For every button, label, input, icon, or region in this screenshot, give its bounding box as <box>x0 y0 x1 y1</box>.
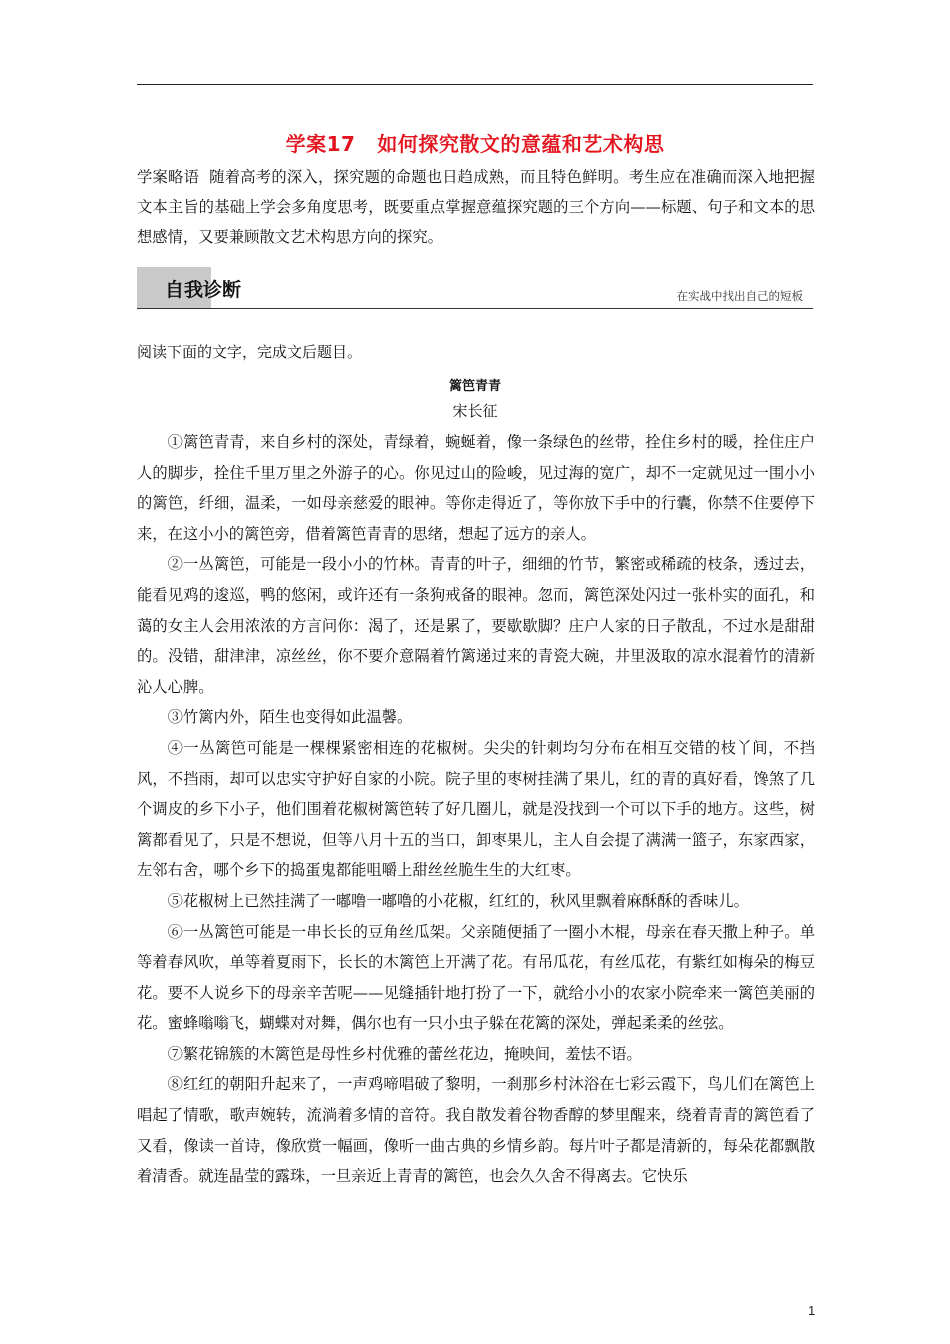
intro-label: 学案略语 <box>137 168 200 186</box>
section-subtitle: 在实战中找出自己的短板 <box>676 289 803 303</box>
title-main: 如何探究散文的意蕴和艺术构思 <box>377 132 665 156</box>
intro-paragraph <box>137 162 815 252</box>
article-title: 篱笆青青 <box>448 379 501 394</box>
article-author: 宋长征 <box>452 402 498 420</box>
intro-text: 随着高考的深入，探究题的命题也日趋成熟，而且特色鲜明。考生应在准确而深入地把握文本主旨的基础上学会多角度思考，既要重点掌握意蕴探究题的三个方向——标题、句子和文本的思想感情，又要兼顾散文艺术构思方向的探究。 <box>137 168 815 246</box>
reading-instruction: 阅读下面的文字，完成文后题目。 <box>137 343 363 361</box>
article-paragraph-6: ⑥一丛篱笆可能是一串长长的豆角丝瓜架。父亲随便插了一圈小木棍，母亲在春天撒上种子。单等着春风吹，单等着夏雨下，长长的木篱笆上开满了花。有吊瓜花，有丝瓜花，有紫红如梅朵的梅豆花。要不人说乡下的母亲辛苦呢——见缝插针地打扮了一下，就给小小的农家小院牵来一篱笆美丽的花。蜜蜂嗡嗡飞，蝴蝶对对舞，偶尔也有一只小虫子躲在花篱的深处，弹起柔柔的丝弦。 <box>137 922 815 1033</box>
section-header <box>137 267 813 309</box>
header-rule <box>137 84 813 85</box>
article-paragraph-1: ①篱笆青青，来自乡村的深处，青绿着，蜿蜒着，像一条绿色的丝带，拴住乡村的暖，拴住庄户人的脚步，拴住千里万里之外游子的心。你见过山的险峻，见过海的宽广，却不一定就见过一围小小的篱笆，纤细，温柔，一如母亲慈爱的眼神。等你走得近了，等你放下手中的行囊，你禁不住要停下来，在这小小的篱笆旁，借着篱笆青青的思绪，想起了远方的亲人。 <box>137 433 815 543</box>
article-body <box>137 427 815 1192</box>
title-prefix: 学案17 <box>285 132 356 156</box>
article-paragraph-2: ②一丛篱笆，可能是一段小小的竹林。青青的叶子，细细的竹节，繁密或稀疏的枝条，透过去，能看见鸡的逡巡，鸭的悠闲，或许还有一条狗戒备的眼神。忽而，篱笆深处闪过一张朴实的面孔，和蔼的女主人会用浓浓的方言问你：渴了，还是累了，要歇歇脚？庄户人家的日子散乱，不过水是甜甜的。没错，甜津津，凉丝丝，你不要介意隔着竹篱递过来的青瓷大碗，井里汲取的凉水混着竹的清新沁人心脾。 <box>137 555 815 696</box>
article-paragraph-3: ③竹篱内外，陌生也变得如此温馨。 <box>167 708 413 727</box>
article-paragraph-5: ⑤花椒树上已然挂满了一嘟噜一嘟噜的小花椒，红红的，秋风里飘着麻酥酥的香味儿。 <box>167 891 749 910</box>
article-paragraph-7: ⑦繁花锦簇的木篱笆是母性乡村优雅的蕾丝花边，掩映间，羞怯不语。 <box>167 1044 642 1063</box>
section-rule <box>137 308 813 309</box>
section-heading: 自我诊断 <box>165 279 242 301</box>
article-paragraph-8: ⑧红红的朝阳升起来了，一声鸡啼唱破了黎明，一刹那乡村沐浴在七彩云霞下，鸟儿们在篱笆上唱起了情歌，歌声婉转，流淌着多情的音符。我自散发着谷物香醇的梦里醒来，绕着青青的篱笆看了又看，像读一首诗，像欣赏一幅画，像听一曲古典的乡情乡韵。每片叶子都是清新的，每朵花都飘散着清香。就连晶莹的露珠，一旦亲近上青青的篱笆，也会久久舍不得离去。它快乐 <box>137 1075 815 1186</box>
page-title <box>0 128 950 157</box>
page-number: 1 <box>808 1303 816 1318</box>
article-paragraph-4: ④一丛篱笆可能是一棵棵紧密相连的花椒树。尖尖的针刺均匀分布在相互交错的枝丫间，不挡风，不挡雨，却可以忠实守护好自家的小院。院子里的枣树挂满了果儿，红的青的真好看，馋煞了几个调皮的乡下小子，他们围着花椒树篱笆转了好几圈儿，就是没找到一个可以下手的地方。这些，树篱都看见了，只是不想说，但等八月十五的当口，卸枣果儿，主人自会提了满满一篮子，东家西家，左邻右舍，哪个乡下的捣蛋鬼都能咀嚼上甜丝丝脆生生的大红枣。 <box>137 738 815 880</box>
